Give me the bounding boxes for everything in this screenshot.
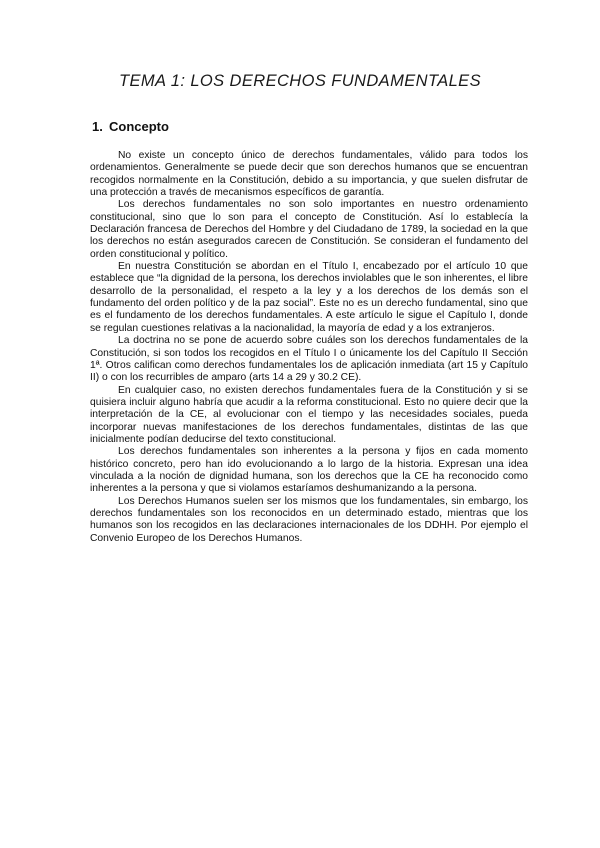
document-body [90,150,528,545]
paragraph: Los derechos fundamentales son inherentes a la persona y fijos en cada momento histórico concreto, pero han ido evolucionando a lo largo de la historia. Expresan una idea vinculada a la noción de dignidad humana, son los derechos que la CE ha reconocido como inherentes a la persona y que si violamos estaríamos deshumanizando a la persona. [90,446,528,495]
section-title: Concepto [109,119,169,134]
paragraph: No existe un concepto único de derechos fundamentales, válido para todos los ordenamientos. Generalmente se puede decir que son derechos humanos que se encuentran recogidos normalmente en la Constitución, debido a su importancia, y que suelen disfrutar de una protección a través de mecanismos específicos de garantía. [90,150,528,199]
paragraph: La doctrina no se pone de acuerdo sobre cuáles son los derechos fundamentales de la Constitución, si son todos los recogidos en el Título I o únicamente los del Capítulo II Sección 1ª. Otros califican como derechos fundamentales los de aplicación inmediata (art 15 y Capítulo II) o con los recurribles de amparo (arts 14 a 29 y 30.2 CE). [90,335,528,384]
section-heading [92,119,169,134]
paragraph: En cualquier caso, no existen derechos fundamentales fuera de la Constitución y si se quisiera incluir alguno habría que acudir a la reforma constitucional. Esto no quiere decir que la interpretación de la CE, al evolucionar con el tiempo y las necesidades sociales, pueda incorporar nuevas manifestaciones de los derechos fundamentales, distintas de las que inicialmente podían deducirse del texto constitucional. [90,384,528,445]
section-number: 1. [92,119,103,134]
paragraph: En nuestra Constitución se abordan en el Título I, encabezado por el artículo 10 que establece que “la dignidad de la persona, los derechos inviolables que le son inherentes, el libre desarrollo de la personalidad, el respeto a la ley y a los derechos de los demás son el fundamento del orden político y de la paz social”. Este no es un derecho fundamental, sino que es el fundamento de los derechos fundamentales. A este artículo le sigue el Capítulo I, donde se regulan cuestiones relativas a la nacionalidad, la mayoría de edad y a los extranjeros. [90,261,528,334]
paragraph: Los derechos fundamentales no son solo importantes en nuestro ordenamiento constitucional, sino que lo son para el concepto de Constitución. Así lo establecía la Declaración francesa de Derechos del Hombre y del Ciudadano de 1789, la sociedad en la que los derechos no están asegurados carecen de Constitución. Se consideran el fundamento del orden constitucional y político. [90,199,528,260]
document-title: TEMA 1: LOS DERECHOS FUNDAMENTALES [119,72,481,90]
paragraph: Los Derechos Humanos suelen ser los mismos que los fundamentales, sin embargo, los derechos fundamentales son los reconocidos en un determinado estado, mientras que los humanos son los recogidos en las declaraciones internacionales de los DDHH. Por ejemplo el Convenio Europeo de los Derechos Humanos. [90,495,528,544]
